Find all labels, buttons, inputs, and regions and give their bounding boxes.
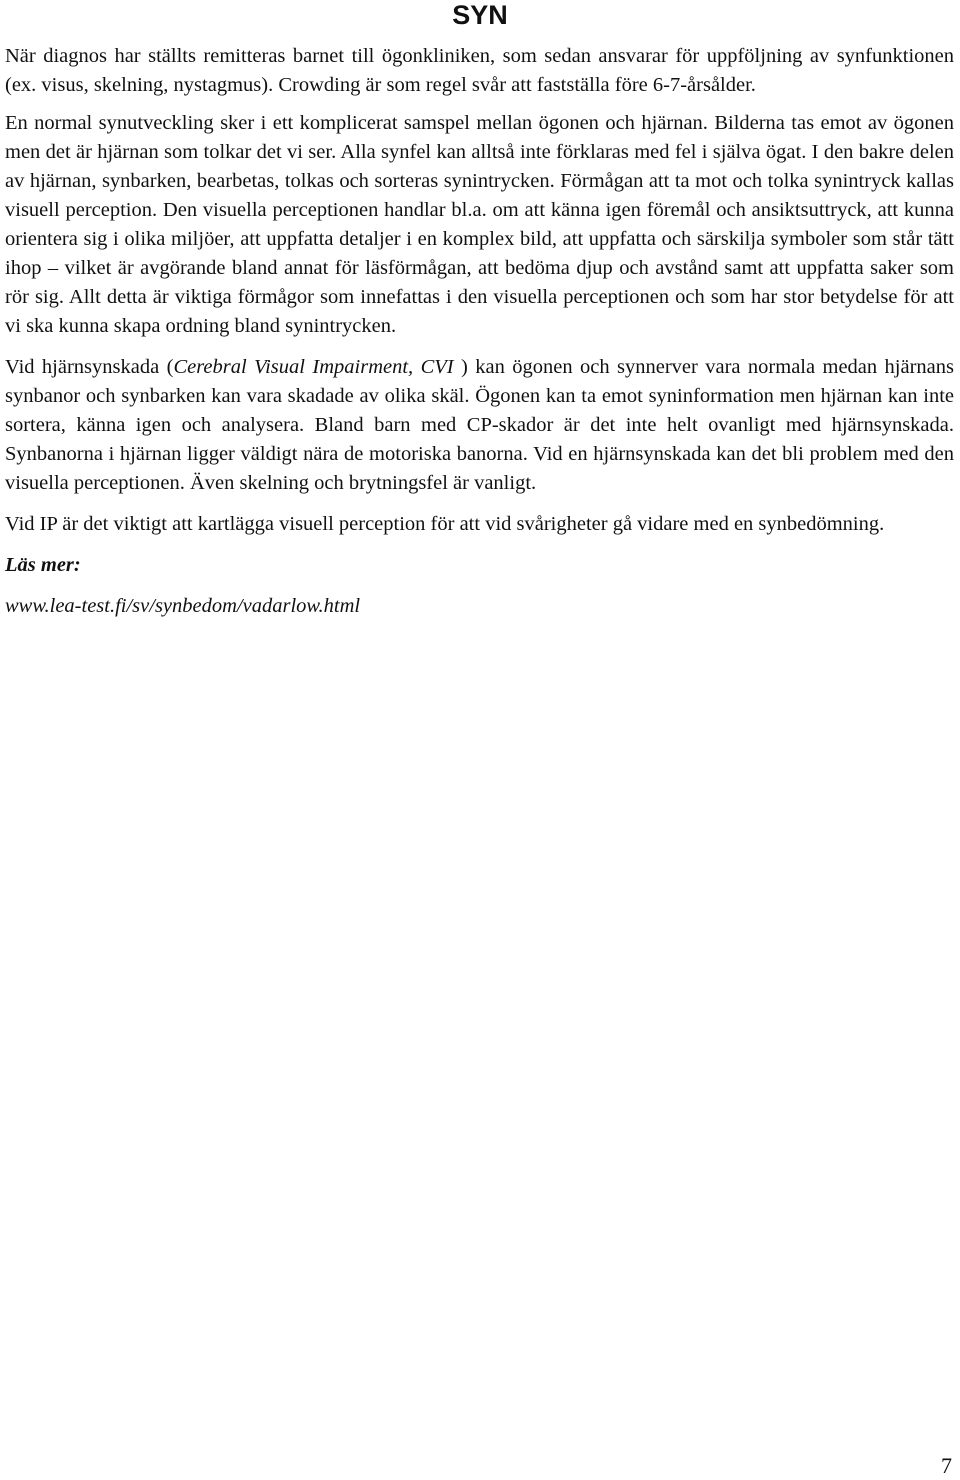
- page-number: 7: [941, 1453, 952, 1478]
- paragraph-visual-development: En normal synutveckling sker i ett komplicerat samspel mellan ögonen och hjärnan. Bilderna tas emot av ögonen men det är hjärnan som tolkar det vi ser. Alla synfel kan alltså inte förklaras med fel i själva ögat. I den bakre delen av hjärnan, synbarken, bearbetas, tolkas och sorteras synintrycken. Förmågan att ta mot och tolka synintryck kallas visuell perception. Den visuella perceptionen handlar bl.a. om att känna igen föremål och ansiktsuttryck, att kunna orientera sig i olika miljöer, att uppfatta detaljer i en komplex bild, att uppfatta och särskilja symboler som står tätt ihop – vilket är avgörande bland annat för läsförmågan, att bedöma djup och avstånd samt att uppfatta saker som rör sig. Allt detta är viktiga förmågor som innefattas i den visuella perceptionen och som har stor betydelse för att vi ska kunna skapa ordning bland synintrycken.: [5, 112, 954, 337]
- body-text: [5, 42, 954, 633]
- cvi-suffix: ) kan ögonen och synnerver vara normala medan hjärnans synbanor och synbarken kan vara skadade av olika skäl. Ögonen kan ta emot syninformation men hjärnan kan inte sortera, känna igen och analysera. Bland barn med CP-skador är det inte helt ovanligt med hjärnsynskada. Synbanorna i hjärnan ligger väldigt nära de motoriska banorna. Vid en hjärnsynskada kan det bli problem med den visuella perceptionen. Även skelning och brytningsfel är vanligt.: [5, 356, 954, 494]
- read-more-link[interactable]: www.lea-test.fi/sv/synbedom/vadarlow.html: [5, 595, 361, 617]
- paragraph-cvi: [5, 353, 954, 498]
- paragraph-ip: Vid IP är det viktigt att kartlägga visuell perception för att vid svårigheter gå vidare med en synbedömning.: [5, 513, 885, 535]
- read-more-label: Läs mer:: [5, 554, 81, 576]
- cvi-term: Cerebral Visual Impairment, CVI: [173, 356, 454, 378]
- page-title: SYN: [452, 0, 508, 30]
- paragraph-referral: När diagnos har ställts remitteras barnet till ögonkliniken, som sedan ansvarar för uppföljning av synfunktionen (ex. visus, skelning, nystagmus). Crowding är som regel svår att fastställa före 6-7-årsålder.: [5, 45, 954, 96]
- cvi-prefix: Vid hjärnsynskada (: [5, 356, 174, 378]
